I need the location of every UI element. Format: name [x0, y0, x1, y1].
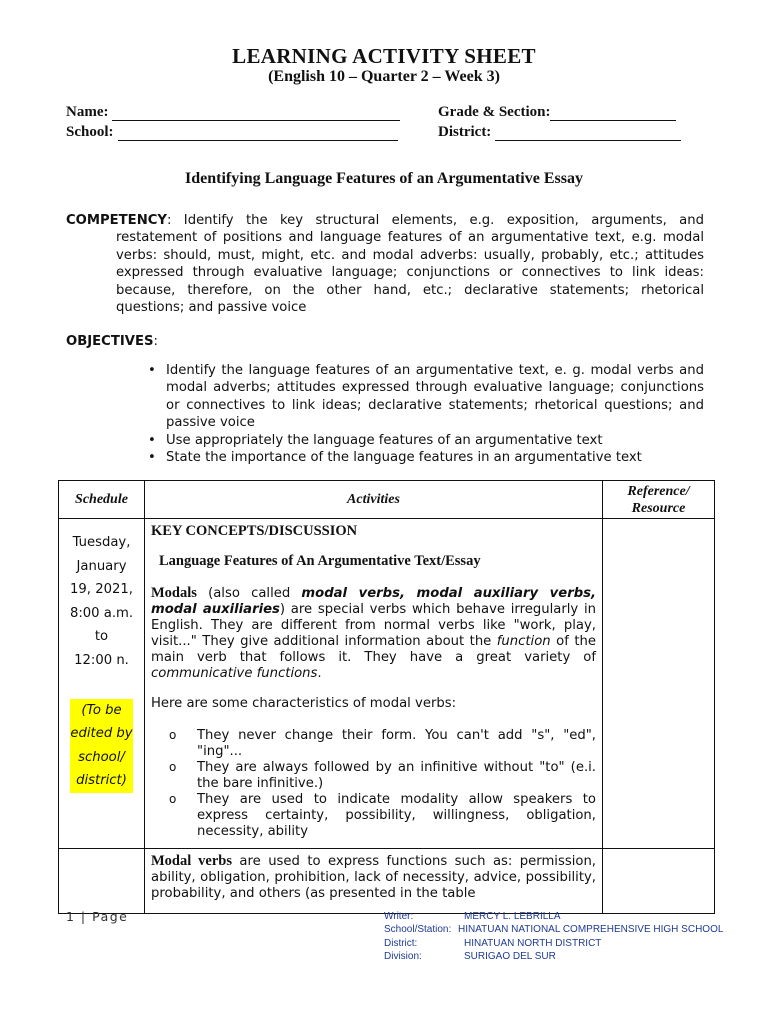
- objectives-label: OBJECTIVES: [66, 334, 154, 349]
- schedule-note-line: (To be: [81, 702, 122, 718]
- objectives-colon: :: [153, 334, 158, 349]
- characteristics-list: [169, 728, 596, 840]
- competency-text: : Identify the key structural elements, e.g. exposition, arguments, and restatement of positions and language features of an argumentative text, e.g. modal verbs: should, must, might, etc. and modal adverbs: usually, probably, etc.; attitudes expressed through evaluative language; conjunctions or connectives to link ideas: because, therefore, on the other hand, etc.; declarative statements; rhetorical questions; and passive voice: [116, 213, 704, 316]
- list-item: o They are always followed by an infinitive without "to" (e.i. the bare infinitive.): [169, 760, 596, 792]
- modal-verbs-paragraph: [151, 853, 596, 902]
- key-concepts-heading: KEY CONCEPTS/DISCUSSION: [151, 523, 358, 539]
- modals-communicative: communicative functions: [151, 666, 318, 681]
- modal-verbs-text: are used to express functions such as: permission, ability, obligation, prohibition, lack of necessity, advice, possibility, probability, and others (as presented in the table: [151, 854, 596, 901]
- objectives-heading: [66, 334, 158, 349]
- reference-cell: [603, 849, 715, 914]
- name-field[interactable]: [66, 104, 400, 121]
- modals-word: Modals: [151, 585, 197, 601]
- modals-text: (also called: [196, 586, 302, 601]
- schedule-note-line: school/: [78, 749, 125, 765]
- schedule-to: to: [94, 629, 109, 645]
- list-item: o They never change their form. You can't add "s", "ed", "ing"...: [169, 728, 596, 760]
- list-item: o They are used to indicate modality allow speakers to express certainty, possibility, willingness, obligation, necessity, ability: [169, 792, 596, 840]
- schedule-header: Schedule: [59, 481, 145, 519]
- division-value: SURIGAO DEL SUR: [464, 951, 556, 963]
- reference-header: Reference/ Resource: [603, 481, 715, 519]
- competency-label: COMPETENCY: [66, 213, 167, 228]
- schedule-cell: [59, 849, 145, 914]
- modals-text: of the main verb that follows it. They have a great variety of: [151, 634, 596, 665]
- schedule-day: Tuesday,: [72, 535, 131, 550]
- school-field[interactable]: [66, 124, 398, 141]
- name-line[interactable]: [112, 107, 400, 121]
- modal-verbs-term: Modal verbs: [151, 853, 232, 869]
- schedule-end: 12:00 n.: [74, 652, 129, 668]
- schedule-month: January: [76, 558, 127, 574]
- objective-item: • Identify the language features of an argumentative text, e. g. modal verbs and modal adverbs; attitudes expressed through evaluative language; conjunctions or connectives to link ideas; declarative statements; rhetorical questions; and passive voice: [148, 362, 704, 432]
- objective-item: • Use appropriately the language features of an argumentative text: [148, 432, 704, 449]
- station-value: HINATUAN NATIONAL COMPREHENSIVE HIGH SCHOOL: [458, 924, 724, 936]
- grade-section-line[interactable]: [550, 107, 676, 121]
- grade-section-field[interactable]: [438, 104, 676, 121]
- language-features-heading: Language Features of An Argumentative Text/Essay: [159, 553, 481, 569]
- lesson-topic: Identifying Language Features of an Argumentative Essay: [185, 170, 583, 187]
- school-label: School:: [66, 124, 114, 140]
- table-header-row: [59, 481, 715, 519]
- modals-paragraph: [151, 585, 596, 682]
- credits-block: [384, 910, 723, 964]
- activity-table: [58, 480, 715, 914]
- schedule-note-line: district): [76, 773, 127, 789]
- schedule-start: 8:00 a.m.: [69, 605, 134, 621]
- modals-text: .: [317, 666, 322, 681]
- name-label: Name:: [66, 104, 109, 120]
- district-line[interactable]: [495, 127, 681, 141]
- district-credit-label: District:: [384, 937, 418, 949]
- schedule-date: 19, 2021,: [70, 582, 133, 598]
- district-field[interactable]: [438, 124, 681, 141]
- division-label: Division:: [384, 951, 422, 963]
- sheet-title: LEARNING ACTIVITY SHEET: [232, 44, 536, 68]
- table-row: [59, 519, 715, 849]
- district-label: District:: [438, 124, 492, 140]
- table-row: [59, 849, 715, 914]
- writer-value: MERCY L. LEBRILLA: [464, 911, 561, 922]
- schedule-cell: [59, 519, 145, 849]
- activities-cell: [145, 519, 603, 849]
- grade-section-label: Grade & Section:: [438, 104, 551, 120]
- schedule-note-line: edited by: [70, 726, 133, 742]
- schedule-note: [70, 699, 132, 793]
- district-credit-value: HINATUAN NORTH DISTRICT: [464, 937, 602, 949]
- writer-label: Writer:: [384, 911, 414, 922]
- competency-paragraph: [66, 212, 704, 316]
- objective-item: • State the importance of the language features in an argumentative text: [148, 449, 704, 466]
- school-line[interactable]: [118, 127, 398, 141]
- modals-text: ) are special verbs which behave irregularly in English. They are different from normal verbs like "work, play, visit..." They give additional information about the: [151, 602, 596, 649]
- activities-header: Activities: [145, 481, 603, 519]
- sheet-subtitle: (English 10 – Quarter 2 – Week 3): [268, 68, 500, 85]
- activities-cell: [145, 849, 603, 914]
- objectives-list: [148, 362, 704, 466]
- page-number: 1 | Page: [66, 909, 129, 924]
- characteristics-intro: Here are some characteristics of modal verbs:: [151, 696, 457, 711]
- reference-cell: [603, 519, 715, 849]
- modals-terms: modal verbs, modal auxiliary verbs, modal auxiliaries: [151, 586, 596, 617]
- modals-function: function: [496, 634, 551, 649]
- station-label: School/Station:: [384, 924, 452, 936]
